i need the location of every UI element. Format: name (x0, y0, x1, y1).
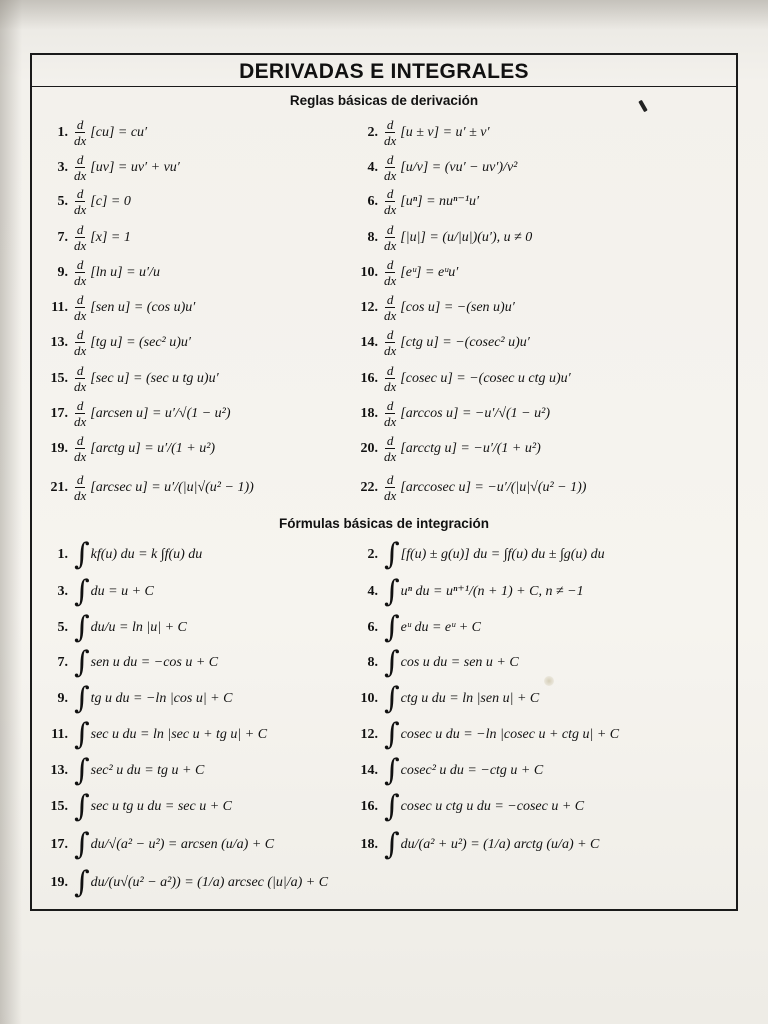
formula-expression: [arcsec u] = u′/(|u|√(u² − 1)) (90, 479, 254, 495)
formula-expression: sec u du = ln |sec u + tg u| + C (90, 727, 268, 742)
integral-formula (348, 681, 540, 716)
derivative-operator: d dx (384, 433, 397, 464)
derivative-operator: d dx (384, 398, 397, 429)
paper-stain (544, 676, 554, 686)
formula-number: 12. (360, 727, 378, 742)
formula-number: 16. (360, 370, 378, 386)
derivative-operator: d dx (384, 257, 397, 288)
formula-number: 11. (51, 727, 68, 742)
integral-formula (38, 645, 219, 680)
integral-formula (348, 645, 519, 680)
derivative-operator: d dx (74, 433, 87, 464)
formula-number: 15. (50, 370, 68, 386)
formula-number: 17. (50, 837, 68, 852)
integral-sign-icon: ∫ (74, 827, 90, 862)
integral-sign-icon: ∫ (74, 717, 90, 752)
derivative-operator: d dx (74, 363, 87, 394)
integral-sign-icon: ∫ (74, 610, 90, 645)
formula-number: 9. (57, 691, 68, 706)
derivative-formula (38, 293, 195, 322)
integral-formula (348, 537, 605, 572)
derivative-formula (38, 153, 180, 182)
formula-number: 22. (360, 479, 378, 495)
integral-formula (38, 789, 233, 824)
formula-number: 7. (57, 229, 68, 245)
formula-expression: cosec u ctg u du = −cosec u + C (400, 799, 585, 814)
formula-expression: [arccosec u] = −u′/(|u|√(u² − 1)) (400, 479, 587, 495)
derivative-operator: d dx (74, 152, 87, 183)
integral-formula (38, 574, 154, 609)
formula-number: 3. (57, 159, 68, 175)
integral-sign-icon: ∫ (384, 827, 400, 862)
derivative-formula (38, 187, 131, 216)
integral-formula (38, 865, 329, 900)
derivative-operator: d dx (384, 363, 397, 394)
formula-expression: uⁿ du = uⁿ⁺¹/(n + 1) + C, n ≠ −1 (400, 584, 584, 599)
integral-formula (38, 827, 275, 862)
derivative-formula (348, 187, 479, 216)
formula-expression: [arcctg u] = −u′/(1 + u²) (400, 440, 541, 456)
formula-expression: cosec² u du = −ctg u + C (400, 763, 544, 778)
formula-expression: sen u du = −cos u + C (90, 655, 219, 670)
formula-number: 10. (360, 264, 378, 280)
formula-expression: du/(u√(u² − a²)) = (1/a) arcsec (|u|/a) + C (90, 875, 329, 890)
formula-number: 14. (360, 763, 378, 778)
integral-formula (348, 753, 544, 788)
derivative-formula (348, 364, 571, 393)
formula-expression: [sec u] = (sec u tg u)u′ (90, 370, 219, 386)
formula-expression: [uv] = uv′ + vu′ (90, 159, 180, 175)
formula-expression: [f(u) ± g(u)] du = ∫f(u) du ± ∫g(u) du (400, 547, 605, 562)
formula-number: 2. (367, 547, 378, 562)
integral-sign-icon: ∫ (74, 574, 90, 609)
formula-expression: [arctg u] = u′/(1 + u²) (90, 440, 216, 456)
formula-number: 13. (50, 334, 68, 350)
integral-formula (348, 574, 584, 609)
formula-expression: [arccos u] = −u′/√(1 − u²) (400, 405, 550, 421)
formula-number: 6. (367, 193, 378, 209)
formula-expression: [x] = 1 (90, 229, 131, 245)
derivative-formula (348, 328, 530, 357)
formula-number: 20. (360, 440, 378, 456)
formula-expression: [cu] = cu′ (90, 124, 148, 140)
formula-expression: kf(u) du = k ∫f(u) du (90, 547, 203, 562)
formula-expression: tg u du = −ln |cos u| + C (90, 691, 233, 706)
formula-expression: [eᵘ] = eᵘu′ (400, 264, 459, 280)
formula-number: 1. (57, 547, 68, 562)
formula-number: 4. (367, 584, 378, 599)
derivative-formula (348, 434, 541, 463)
integrals-heading: Fórmulas básicas de integración (278, 516, 490, 531)
integral-sign-icon: ∫ (384, 537, 400, 572)
derivative-operator: d dx (74, 186, 87, 217)
formula-expression: du/(a² + u²) = (1/a) arctg (u/a) + C (400, 837, 600, 852)
integral-sign-icon: ∫ (74, 789, 90, 824)
formula-number: 8. (367, 229, 378, 245)
derivative-formula (38, 328, 191, 357)
integral-formula (348, 610, 482, 645)
formula-number: 18. (360, 837, 378, 852)
integral-formula (38, 753, 205, 788)
formula-number: 12. (360, 299, 378, 315)
derivative-formula (348, 223, 532, 252)
formula-number: 11. (51, 299, 68, 315)
derivative-operator: d dx (74, 222, 87, 253)
formula-expression: cosec u du = −ln |cosec u + ctg u| + C (400, 727, 620, 742)
formula-number: 21. (50, 479, 68, 495)
formula-expression: du/√(a² − u²) = arcsen (u/a) + C (90, 837, 275, 852)
derivative-formula (38, 118, 147, 147)
formula-number: 8. (367, 655, 378, 670)
integral-sign-icon: ∫ (384, 753, 400, 788)
integral-sign-icon: ∫ (384, 717, 400, 752)
formula-expression: [|u|] = (u/|u|)(u′), u ≠ 0 (400, 229, 533, 245)
integral-sign-icon: ∫ (74, 645, 90, 680)
formula-expression: sec u tg u du = sec u + C (90, 799, 233, 814)
integral-sign-icon: ∫ (384, 610, 400, 645)
integral-sign-icon: ∫ (384, 574, 400, 609)
formula-expression: [c] = 0 (90, 193, 131, 209)
formula-expression: du/u = ln |u| + C (90, 620, 187, 635)
formula-expression: [tg u] = (sec² u)u′ (90, 334, 191, 350)
derivative-operator: d dx (74, 257, 87, 288)
derivative-operator: d dx (384, 222, 397, 253)
formula-number: 5. (57, 620, 68, 635)
formula-expression: sec² u du = tg u + C (90, 763, 205, 778)
derivative-formula (348, 118, 490, 147)
derivative-formula (38, 223, 131, 252)
formula-expression: [cosec u] = −(cosec u ctg u)u′ (400, 370, 571, 386)
formula-number: 9. (57, 264, 68, 280)
derivative-formula (38, 399, 231, 428)
derivative-operator: d dx (74, 327, 87, 358)
title-divider (32, 86, 736, 87)
formula-expression: [ln u] = u′/u (90, 264, 160, 280)
formula-number: 19. (50, 440, 68, 456)
formula-expression: du = u + C (90, 584, 154, 599)
formula-number: 4. (367, 159, 378, 175)
integral-formula (38, 717, 268, 752)
integral-sign-icon: ∫ (384, 789, 400, 824)
derivative-formula (38, 258, 160, 287)
derivative-operator: d dx (384, 292, 397, 323)
formula-expression: [sen u] = (cos u)u′ (90, 299, 196, 315)
derivative-operator: d dx (74, 472, 87, 503)
formula-number: 15. (50, 799, 68, 814)
formula-number: 13. (50, 763, 68, 778)
derivative-operator: d dx (74, 117, 87, 148)
formula-expression: [u ± v] = u′ ± v′ (400, 124, 490, 140)
formula-number: 5. (57, 193, 68, 209)
formula-number: 18. (360, 405, 378, 421)
formula-number: 19. (50, 875, 68, 890)
derivative-operator: d dx (384, 472, 397, 503)
derivative-formula (38, 473, 254, 502)
formula-number: 2. (367, 124, 378, 140)
formula-number: 3. (57, 584, 68, 599)
formula-expression: [ctg u] = −(cosec² u)u′ (400, 334, 530, 350)
derivative-formula (348, 258, 458, 287)
formula-number: 6. (367, 620, 378, 635)
integral-formula (348, 789, 585, 824)
integral-sign-icon: ∫ (74, 537, 90, 572)
formula-number: 17. (50, 405, 68, 421)
paper-shadow (0, 0, 22, 1024)
integral-formula (38, 537, 203, 572)
integral-sign-icon: ∫ (384, 681, 400, 716)
paper-shadow-top (0, 0, 768, 30)
derivative-formula (348, 473, 586, 502)
formula-expression: [uⁿ] = nuⁿ⁻¹u′ (400, 193, 480, 209)
formula-number: 7. (57, 655, 68, 670)
formula-number: 16. (360, 799, 378, 814)
integral-formula (348, 827, 600, 862)
derivative-operator: d dx (74, 292, 87, 323)
formula-number: 10. (360, 691, 378, 706)
derivative-formula (38, 364, 219, 393)
integral-sign-icon: ∫ (384, 645, 400, 680)
integral-sign-icon: ∫ (74, 681, 90, 716)
derivative-operator: d dx (384, 327, 397, 358)
derivatives-heading: Reglas básicas de derivación (289, 93, 479, 108)
page-title: DERIVADAS E INTEGRALES (239, 60, 529, 83)
integral-formula (348, 717, 620, 752)
integral-sign-icon: ∫ (74, 753, 90, 788)
formula-expression: eᵘ du = eᵘ + C (400, 620, 482, 635)
derivative-operator: d dx (384, 152, 397, 183)
formula-expression: [u/v] = (vu′ − uv′)/v² (400, 159, 518, 175)
integral-formula (38, 681, 233, 716)
derivative-formula (348, 153, 517, 182)
derivative-operator: d dx (74, 398, 87, 429)
formula-expression: [arcsen u] = u′/√(1 − u²) (90, 405, 231, 421)
formula-number: 14. (360, 334, 378, 350)
formula-expression: cos u du = sen u + C (400, 655, 519, 670)
derivative-formula (348, 293, 515, 322)
derivative-formula (348, 399, 550, 428)
integral-formula (38, 610, 187, 645)
derivative-operator: d dx (384, 117, 397, 148)
formula-expression: ctg u du = ln |sen u| + C (400, 691, 540, 706)
derivative-formula (38, 434, 215, 463)
derivative-operator: d dx (384, 186, 397, 217)
integral-sign-icon: ∫ (74, 865, 90, 900)
formula-expression: [cos u] = −(sen u)u′ (400, 299, 515, 315)
formula-number: 1. (57, 124, 68, 140)
